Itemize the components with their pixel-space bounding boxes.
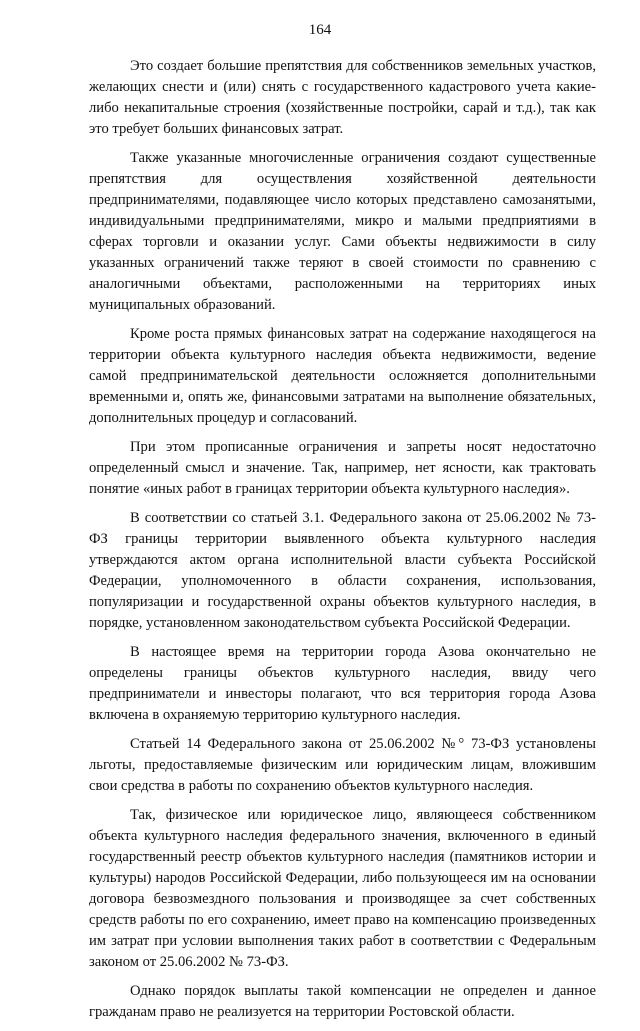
paragraph-7: Статьей 14 Федерального закона от 25.06.2002 №° 73-ФЗ установлены льготы, предоставляемые физическим или юридическим лицам, вложившим свои средства в работы по сохранению объектов культурного наследия.	[89, 736, 596, 794]
paragraph-9: Однако порядок выплаты такой компенсации не определен и данное гражданам право не реализуется на территории Ростовской области.	[89, 983, 596, 1020]
document-body	[89, 56, 596, 1031]
paragraph-5: В соответствии со статьей 3.1. Федерального закона от 25.06.2002 № 73-ФЗ границы территории выявленного объекта культурного наследия утверждаются актом органа исполнительной власти субъекта Российской Федерации, уполномоченного в области сохранения, использования, популяризации и государственной охраны объектов культурного наследия, в порядке, установленном законодательством субъекта Российской Федерации.	[89, 510, 596, 631]
paragraph-1: Это создает большие препятствия для собственников земельных участков, желающих снести и (или) снять с государственного кадастрового учета какие-либо некапитальные строения (хозяйственные постройки, сарай и т.д.), так как это требует больших финансовых затрат.	[89, 58, 596, 137]
paragraph-4: При этом прописанные ограничения и запреты носят недостаточно определенный смысл и значение. Так, например, нет ясности, как трактовать понятие «иных работ в границах территории объекта культурного наследия».	[89, 439, 596, 497]
paragraph-6: В настоящее время на территории города Азова окончательно не определены границы объектов культурного наследия, ввиду чего предприниматели и инвесторы полагают, что вся территория города Азова включена в охраняемую территорию культурного наследия.	[89, 644, 596, 723]
page-number: 164	[308, 22, 332, 38]
paragraph-2: Также указанные многочисленные ограничения создают существенные препятствия для осуществления хозяйственной деятельности предпринимателями, подавляющее число которых представлено самозанятыми, индивидуальными предпринимателями, микро и малыми предприятиями в сферах торговли и оказании услуг. Сами объекты недвижимости в силу указанных ограничений также теряют в своей стоимости по сравнению с аналогичными объектами, расположенными на территориях иных муниципальных образований.	[89, 150, 596, 313]
paragraph-3: Кроме роста прямых финансовых затрат на содержание находящегося на территории объекта культурного наследия объекта недвижимости, ведение самой предпринимательской деятельности осложняется дополнительными временными и, опять же, финансовыми затратами на выполнение обязательных, дополнительных процедур и согласований.	[89, 326, 596, 426]
paragraph-8: Так, физическое или юридическое лицо, являющееся собственником объекта культурного наследия федерального значения, включенного в единый государственный реестр объектов культурного наследия (памятников истории и культуры) народов Российской Федерации, либо пользующееся им на основании договора безвозмездного пользования и производящее за счет собственных средств работы по его сохранению, имеет право на компенсацию произведенных им затрат при условии выполнения таких работ в соответствии с Федеральным законом от 25.06.2002 № 73-ФЗ.	[89, 807, 596, 970]
